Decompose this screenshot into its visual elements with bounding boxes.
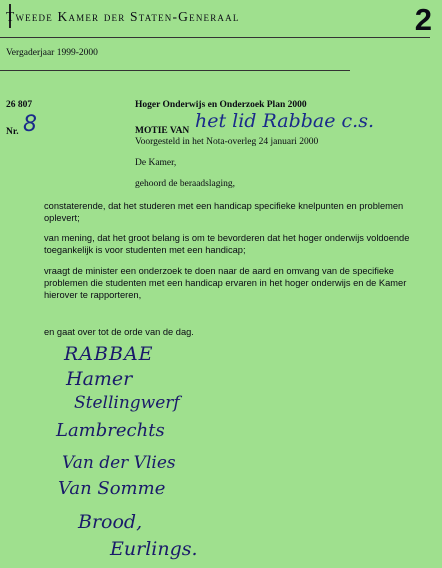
signature-6: Van Somme xyxy=(58,478,166,499)
motie-handwritten-author: het lid Rabbae c.s. xyxy=(195,110,374,132)
signature-1: RABBAE xyxy=(64,343,154,365)
signature-8: Eurlings. xyxy=(110,538,198,560)
paragraph-constaterende: constaterende, dat het studeren met een handicap specifieke knelpunten en problemen oplevert; xyxy=(44,201,404,223)
paragraph-van-mening: van mening, dat het groot belang is om te bevorderen dat het hoger onderwijs voldoende toegankelijk is voor studenten met een handicap; xyxy=(44,233,410,255)
chamber-title: Tweede Kamer der Staten-Generaal xyxy=(6,9,240,24)
document-title: Hoger Onderwijs en Onderzoek Plan 2000 xyxy=(135,100,307,110)
signature-3: Stellingwerf xyxy=(74,393,180,413)
header-rule xyxy=(0,37,430,38)
signature-2: Hamer xyxy=(66,368,133,390)
heard-deliberation: gehoord de beraadslaging, xyxy=(135,179,235,189)
paragraph-vraagt: vraagt de minister een onderzoek te doen naar de aard en omvang van de specifieke problemen die studenten met een handicap ervaren in het hoger onderwijs en de Kamer hierover te rapporteren, xyxy=(44,266,407,300)
session-year: Vergaderjaar 1999-2000 xyxy=(6,48,98,58)
signature-4: Lambrechts xyxy=(56,420,165,441)
page-number: 2 xyxy=(414,2,432,37)
nr-label: Nr. xyxy=(6,127,19,137)
closing-line: en gaat over tot de orde van de dag. xyxy=(44,327,194,337)
salutation: De Kamer, xyxy=(135,158,177,168)
document-number: 26 807 xyxy=(6,100,33,110)
nr-handwritten-value: 8 xyxy=(23,112,37,137)
signature-5: Van der Vlies xyxy=(62,453,176,473)
motie-label: MOTIE VAN xyxy=(135,126,190,136)
signature-7: Brood, xyxy=(78,511,143,533)
session-rule xyxy=(0,70,350,71)
proposed-in: Voorgesteld in het Nota-overleg 24 januari 2000 xyxy=(135,137,319,147)
